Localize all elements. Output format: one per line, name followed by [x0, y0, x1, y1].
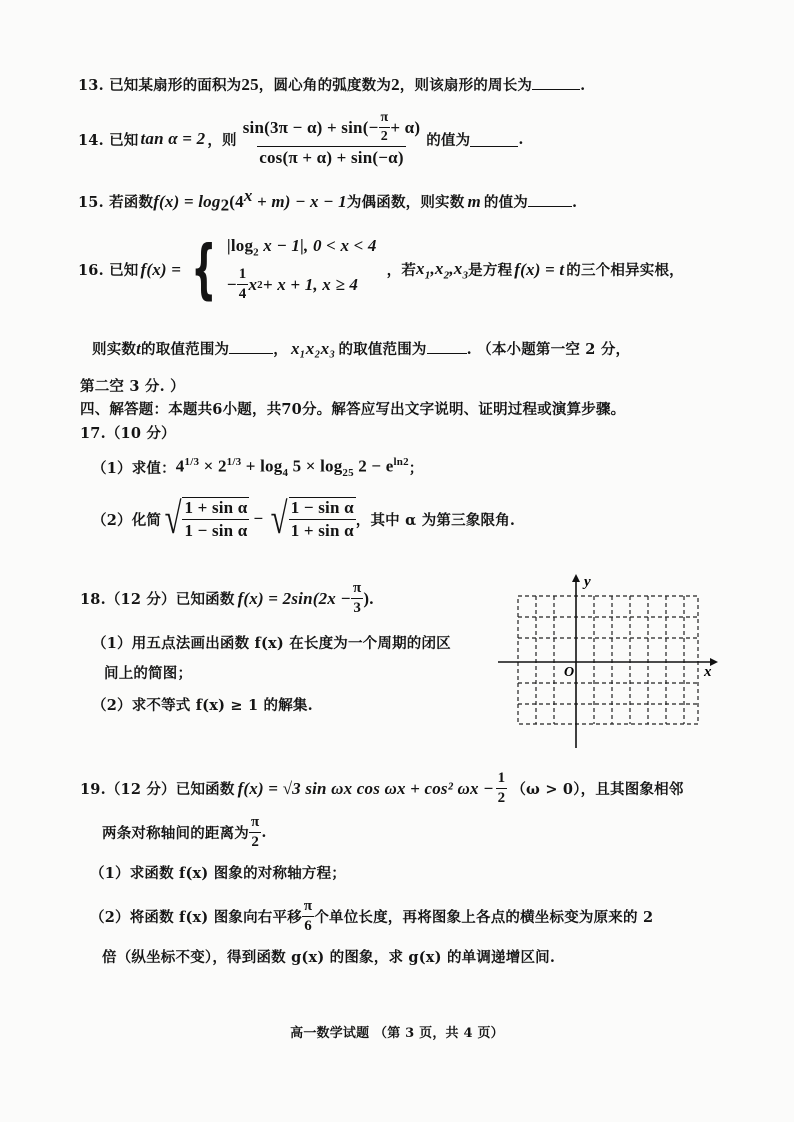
q17-den1: 1 − sin α: [184, 521, 248, 540]
coordinate-grid[interactable]: [498, 572, 720, 752]
q15-var: m: [467, 191, 481, 211]
q16-case2-rest: + x + 1, x ≥ 4: [262, 274, 359, 294]
answer-blank[interactable]: [427, 353, 467, 354]
q19-header: [80, 770, 684, 807]
q18-func-end: ).: [363, 588, 374, 608]
q17-sqrt-1: √ $\frac{\text{1 + sin α}}{\text{1 − sin α}}$: [164, 494, 248, 543]
q17-p1-c: + log: [241, 456, 283, 476]
q19-two: 2: [497, 790, 506, 806]
q17-num2: 1 − sin α: [290, 498, 354, 517]
q19-p2-frac: [302, 898, 314, 935]
q16-line2-e: . （本小题第一空 2 分，: [466, 341, 631, 358]
x-axis-label: x: [704, 664, 712, 680]
q15-arg: (4: [229, 191, 244, 211]
question-14: [78, 110, 524, 168]
q17-p1-b: × 2: [199, 456, 227, 476]
q16-case1-a: |log: [226, 236, 254, 255]
answer-blank[interactable]: [470, 146, 518, 147]
q16-cond: ，若: [386, 262, 417, 280]
q16-line2-d: 的取值范围为: [338, 341, 427, 358]
q13-text: 13. 已知某扇形的面积为: [78, 77, 242, 94]
q17-part1: [92, 456, 423, 479]
q19-part1: （1）求函数 f(x) 图象的对称轴方程；: [90, 865, 346, 882]
q16-cases: [227, 236, 377, 303]
origin-label: O: [564, 665, 575, 680]
q17-p1-a: 4: [175, 456, 185, 476]
q17-p1-exp-e: ln2: [393, 456, 409, 468]
q17-p2-label: （2）化简: [92, 511, 162, 529]
q14-pi-half: [378, 110, 390, 145]
q18-pi: π: [352, 580, 362, 596]
q16-case2-den: 4: [238, 286, 247, 303]
q19-p2-b: 个单位长度，再将图象上各点的横坐标变为原来的 2: [314, 909, 654, 926]
q17-p1-exp-a: 1/3: [184, 456, 200, 468]
q13-text-mid: ，圆心角的弧度数为: [258, 77, 392, 94]
question-16-line2: [92, 338, 630, 359]
q16-t-var: t: [136, 339, 142, 358]
q19-part2-cont: 倍（纵坐标不变），得到函数 g(x) 的图象，求 g(x) 的单调递增区间.: [102, 949, 556, 966]
q16-line2-b: 的取值范围为: [141, 341, 230, 358]
y-axis-label: y: [584, 574, 591, 590]
q14-fraction: [241, 110, 423, 168]
q18-header-text: 18.（12 分）已知函数: [80, 591, 235, 608]
q16-product: x₁x₂x₃: [290, 339, 336, 358]
q16-cond3: 的三个相异实根，: [566, 262, 684, 280]
q14-pi: π: [380, 110, 389, 125]
q16-case1-tail: x − 1|, 0 < x < 4: [258, 236, 377, 255]
q18-three: 3: [353, 600, 362, 616]
q19-line2: [102, 814, 267, 851]
q19-p2-six: 6: [304, 918, 312, 934]
q13-text-suffix: ，则该扇形的周长为: [399, 77, 533, 94]
q19-p2-pi: π: [303, 898, 313, 914]
y-axis-arrow: [572, 574, 580, 582]
q18-part1: （1）用五点法画出函数 f(x) 在长度为一个周期的闭区: [92, 635, 451, 652]
question-15: [78, 186, 577, 216]
q17-num1: 1 + sin α: [184, 498, 248, 517]
page-footer: 高一数学试题 （第 3 页，共 4 页）: [290, 1026, 504, 1041]
q17-p2-suffix: ，其中 α 为第三象限角.: [355, 511, 516, 529]
section-title: 四、解答题：本题共6小题，共70分。解答应写出文字说明、证明过程或演算步骤。: [80, 401, 626, 418]
q18-frac: [351, 580, 363, 617]
q17-den2: 1 + sin α: [290, 521, 354, 540]
q17-minus: −: [253, 509, 264, 528]
q14-text: 14. 已知: [78, 131, 139, 149]
q13-radian: 2: [391, 75, 400, 94]
q14-num-tail: + α): [390, 117, 421, 137]
q14-condition: tan α = 2: [140, 129, 206, 148]
q18-header: [80, 580, 374, 617]
q15-end: .: [572, 193, 578, 211]
q15-base: 2: [220, 195, 230, 215]
q19-p2-a: （2）将函数 f(x) 图象向右平移: [90, 909, 302, 926]
q17-p1-expr: [176, 456, 409, 479]
question-16-line3: 第二空 3 分. ）: [80, 378, 185, 395]
q16-case1-base: 2: [253, 246, 259, 259]
q19-func: f(x) = √3 sin ωx cos ωx + cos² ωx −: [237, 778, 494, 798]
q15-suffix: 的值为: [483, 193, 528, 211]
q19-cond: （ω > 0），且其图象相邻: [511, 781, 684, 798]
q16-eq: f(x) = t: [514, 259, 565, 279]
q14-then: ，则: [207, 131, 237, 149]
q16-line2-a: 则实数: [92, 341, 137, 358]
q18-part2: （2）求不等式 f(x) ≥ 1 的解集.: [92, 697, 313, 714]
question-16: [78, 232, 684, 307]
q17-sqrt-2: √ $\frac{\text{1 − sin α}}{\text{1 + sin α}}$: [271, 494, 354, 543]
q14-end: .: [518, 130, 524, 148]
q17-p1-d: 5 × log: [288, 456, 343, 476]
q17-p1-e: 2 − e: [353, 456, 394, 476]
q17-p1-base-d: 25: [342, 467, 354, 480]
q16-cond2: 是方程: [468, 262, 513, 280]
q16-text: 16. 已知: [78, 262, 139, 280]
question-13: [78, 74, 585, 95]
q19-part2: [90, 898, 653, 935]
q19-one: 1: [497, 770, 506, 786]
q14-denominator: cos(π + α) + sin(−α): [259, 148, 404, 167]
grid-lines: [518, 596, 698, 724]
piecewise-brace: {: [191, 232, 217, 307]
q14-two: 2: [380, 129, 388, 144]
q17-part2: [92, 494, 516, 543]
answer-blank[interactable]: [229, 353, 273, 354]
q15-exp: x: [243, 186, 253, 205]
q19-line2-end: .: [261, 824, 267, 841]
q17-p1-base-c: 4: [282, 467, 289, 480]
q18-part1-cont: 间上的简图；: [104, 665, 193, 682]
q17-p1-end: ；: [408, 460, 424, 478]
q19-line2-pi: π: [251, 814, 260, 830]
q14-suffix: 的值为: [426, 131, 471, 149]
q16-roots: $x_1,x_2,x_3$: [416, 258, 469, 281]
q16-line2-c: ，: [273, 341, 288, 358]
q16-case2-x: x: [248, 274, 258, 294]
q17-header: 17.（10 分）: [80, 425, 176, 442]
q13-area: 25: [241, 75, 259, 94]
q15-mid: 为偶函数，则实数: [346, 193, 465, 211]
answer-blank[interactable]: [528, 206, 572, 207]
q16-case2-frac: [237, 266, 249, 303]
q16-func: f(x) =: [140, 259, 182, 279]
q18-func: f(x) = 2sin(2x −: [237, 588, 351, 608]
q16-case2-sign: −: [226, 274, 237, 294]
q19-line2-two: 2: [251, 834, 260, 850]
q19-line2-text: 两条对称轴间的距离为: [102, 825, 249, 842]
q16-case2-num: 1: [238, 266, 247, 283]
q15-rest: + m) − x − 1: [252, 191, 347, 211]
q14-numerator: sin(3π − α) + sin(−: [242, 117, 379, 137]
q16-case-2: [227, 266, 377, 303]
q13-end: .: [580, 77, 586, 94]
q15-text: 15. 若函数: [78, 193, 154, 211]
q15-func: f(x) = log: [153, 191, 221, 211]
q16-case-1: [227, 236, 377, 258]
q19-frac: [496, 770, 508, 807]
answer-blank[interactable]: [532, 89, 580, 90]
q16-roots-x: x: [416, 258, 425, 278]
q17-p1-exp-b: 1/3: [226, 456, 242, 468]
q19-line2-frac: [249, 814, 261, 851]
q19-header-text: 19.（12 分）已知函数: [80, 781, 235, 798]
q17-p1-label: （1）求值：: [92, 460, 176, 478]
q16-case2-exp: 2: [257, 278, 263, 291]
